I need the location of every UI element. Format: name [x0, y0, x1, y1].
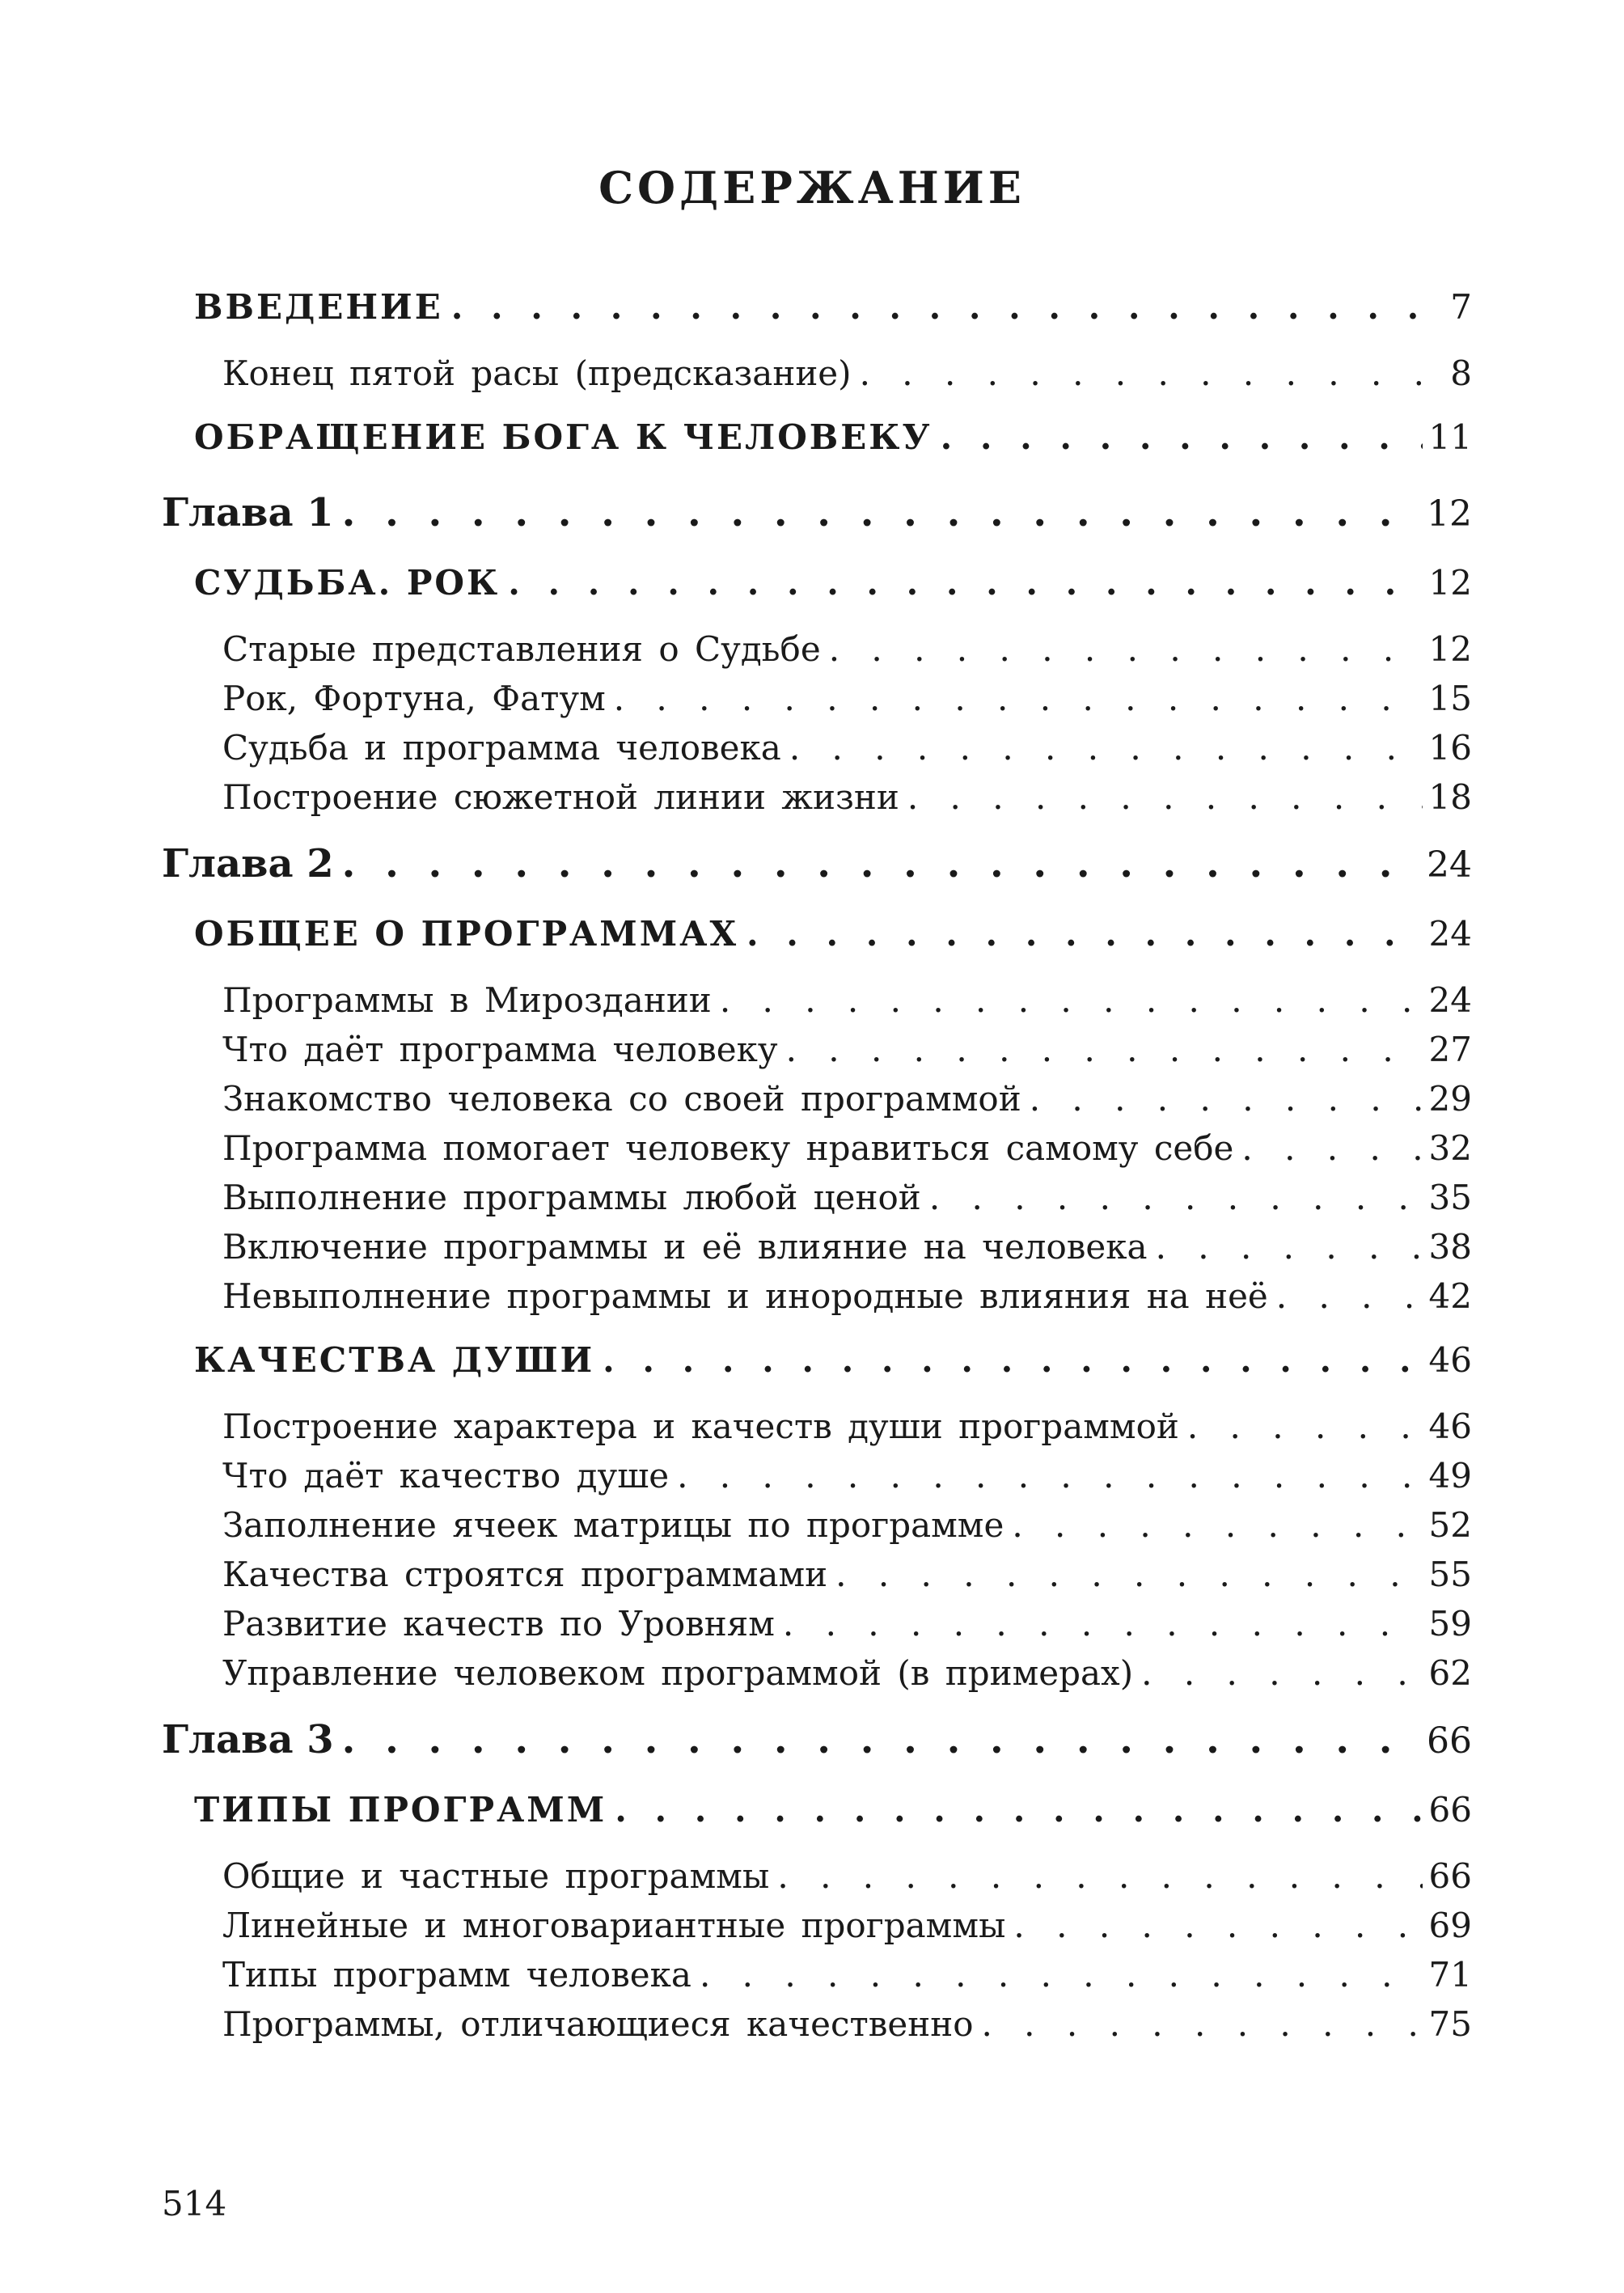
toc-entry-page: 49 — [1428, 1456, 1472, 1496]
toc-entry-title: Старые представления о Судьбе — [222, 629, 821, 669]
toc-entry-page: 66 — [1428, 1856, 1472, 1896]
toc-entry-page: 12 — [1427, 493, 1472, 535]
toc-entry-page: 16 — [1428, 728, 1472, 768]
toc-entry — [162, 1555, 1472, 1604]
toc-entry-title: СУДЬБА. РОК — [194, 563, 501, 603]
toc-entry — [162, 1604, 1472, 1653]
toc-entry — [162, 1276, 1472, 1326]
toc-entry-title: Программы в Мироздании — [222, 980, 712, 1020]
toc-entry-page: 42 — [1428, 1276, 1472, 1316]
dot-leader — [1156, 1227, 1423, 1267]
dot-leader — [1013, 1906, 1422, 1946]
dot-leader — [860, 353, 1444, 394]
toc-entry-page: 46 — [1428, 1407, 1472, 1446]
toc-entry — [162, 1856, 1472, 1906]
dot-leader — [1276, 1276, 1423, 1317]
toc-entry-page: 62 — [1428, 1653, 1472, 1693]
toc-entry-title: Судьба и программа человека — [222, 728, 781, 768]
toc-entry-page: 29 — [1428, 1079, 1472, 1119]
toc-entry-page: 24 — [1428, 980, 1472, 1020]
toc-entry-title: Линейные и многовариантные программы — [222, 1906, 1006, 1945]
dot-leader — [342, 841, 1420, 888]
toc-entry — [162, 1456, 1472, 1505]
toc-entry — [162, 1079, 1472, 1128]
toc-entry — [162, 629, 1472, 679]
toc-entry-title: Глава 2 — [162, 841, 334, 886]
toc-entry-page: 75 — [1428, 2004, 1472, 2044]
toc-entry-page: 12 — [1428, 629, 1472, 669]
dot-leader — [746, 914, 1423, 954]
toc-entry-title: Заполнение ячеек матрицы по программе — [222, 1505, 1004, 1545]
toc-entry-page: 52 — [1428, 1505, 1472, 1545]
toc-entry-page: 24 — [1428, 914, 1472, 954]
toc-entry-title: ОБЩЕЕ О ПРОГРАММАХ — [194, 914, 739, 954]
toc-entry — [162, 287, 1472, 345]
toc-entry-title: Построение сюжетной линии жизни — [222, 777, 899, 817]
toc-entry — [162, 417, 1472, 476]
toc-entry — [162, 728, 1472, 777]
toc-entry-title: КАЧЕСТВА ДУШИ — [194, 1340, 595, 1380]
toc-entry — [162, 1227, 1472, 1276]
toc-entry-title: Выполнение программы любой ценой — [222, 1178, 921, 1217]
toc-entry — [162, 1505, 1472, 1555]
toc-entry-title: Программа помогает человеку нравиться самому себе — [222, 1128, 1234, 1168]
toc-entry-title: Глава 3 — [162, 1717, 334, 1762]
dot-leader — [929, 1178, 1423, 1218]
toc-entry-page: 35 — [1428, 1178, 1472, 1217]
toc-entry — [162, 1955, 1472, 2004]
toc-entry-title: Управление человеком программой (в примерах) — [222, 1653, 1134, 1693]
toc-entry-page: 59 — [1428, 1604, 1472, 1644]
toc-entry — [162, 1178, 1472, 1227]
dot-leader — [783, 1604, 1423, 1644]
toc-entry-title: Что даёт качество душе — [222, 1456, 670, 1496]
dot-leader — [1012, 1505, 1422, 1546]
page-number: 514 — [162, 2184, 227, 2223]
toc-entry-title: Качества строятся программами — [222, 1555, 828, 1594]
dot-leader — [1241, 1128, 1422, 1169]
toc-entry-title: ВВЕДЕНИЕ — [194, 287, 443, 327]
toc-entry-title: Невыполнение программы и инородные влияния на неё — [222, 1276, 1268, 1316]
toc-entry-title: Рок, Фортуна, Фатум — [222, 679, 606, 718]
toc-entry-title: Что даёт программа человеку — [222, 1030, 778, 1069]
toc-entry-page: 69 — [1428, 1906, 1472, 1945]
toc-entry — [162, 1407, 1472, 1456]
toc-entry-title: ТИПЫ ПРОГРАММ — [194, 1790, 607, 1830]
toc-entry-page: 66 — [1428, 1790, 1472, 1830]
dot-leader — [342, 490, 1420, 537]
toc-entry — [162, 2004, 1472, 2054]
toc-entry-title: Построение характера и качеств души программой — [222, 1407, 1179, 1446]
dot-leader — [451, 287, 1444, 328]
dot-leader — [1030, 1079, 1423, 1119]
toc-entry — [162, 1790, 1472, 1848]
dot-leader — [907, 777, 1423, 818]
toc-entry — [162, 679, 1472, 728]
toc-entry — [162, 841, 1472, 899]
toc-entry-page: 32 — [1428, 1128, 1472, 1168]
toc-entry — [162, 1717, 1472, 1775]
dot-leader — [700, 1955, 1423, 1995]
toc-entry-title: Конец пятой расы (предсказание) — [222, 353, 852, 393]
dot-leader — [614, 679, 1423, 719]
toc-entry-title: Типы программ человека — [222, 1955, 691, 1995]
dot-leader — [981, 2004, 1422, 2045]
dot-leader — [835, 1555, 1422, 1595]
page-title: СОДЕРЖАНИЕ — [598, 162, 1026, 214]
dot-leader — [720, 980, 1423, 1021]
toc-entry — [162, 777, 1472, 827]
toc-entry-title: Общие и частные программы — [222, 1856, 770, 1896]
dot-leader — [777, 1856, 1422, 1897]
toc-entry-title: Знакомство человека со своей программой — [222, 1079, 1021, 1119]
toc-entry-title: Развитие качеств по Уровням — [222, 1604, 775, 1644]
dot-leader — [615, 1790, 1422, 1830]
toc-entry-title: Программы, отличающиеся качественно — [222, 2004, 974, 2044]
toc-entry — [162, 980, 1472, 1030]
toc-entry-page: 12 — [1428, 563, 1472, 603]
toc-entry — [162, 353, 1472, 403]
toc-entry-title: Глава 1 — [162, 490, 334, 535]
toc-entry — [162, 914, 1472, 972]
dot-leader — [1187, 1407, 1423, 1447]
dot-leader — [789, 728, 1423, 768]
dot-leader — [342, 1717, 1420, 1764]
toc-entry-page: 7 — [1450, 287, 1472, 327]
dot-leader — [677, 1456, 1422, 1496]
toc-entry-page: 11 — [1428, 417, 1472, 457]
toc-entry-title: Включение программы и её влияние на человека — [222, 1227, 1148, 1267]
toc-entry — [162, 563, 1472, 621]
table-of-contents — [162, 287, 1472, 2054]
dot-leader — [603, 1340, 1422, 1381]
dot-leader — [786, 1030, 1423, 1070]
toc-entry — [162, 1128, 1472, 1178]
dot-leader — [508, 563, 1422, 603]
toc-entry-page: 46 — [1428, 1340, 1472, 1380]
toc-entry-page: 15 — [1428, 679, 1472, 718]
dot-leader — [941, 417, 1423, 458]
dot-leader — [829, 629, 1423, 670]
toc-entry-page: 18 — [1428, 777, 1472, 817]
toc-entry — [162, 1653, 1472, 1703]
toc-entry-page: 71 — [1428, 1955, 1472, 1995]
toc-entry — [162, 490, 1472, 548]
toc-entry — [162, 1030, 1472, 1079]
toc-entry-page: 8 — [1450, 353, 1472, 393]
toc-entry — [162, 1340, 1472, 1398]
toc-entry-page: 38 — [1428, 1227, 1472, 1267]
toc-entry-page: 24 — [1427, 844, 1472, 886]
toc-entry-page: 66 — [1427, 1720, 1472, 1762]
toc-entry — [162, 1906, 1472, 1955]
toc-entry-page: 27 — [1428, 1030, 1472, 1069]
toc-entry-page: 55 — [1428, 1555, 1472, 1594]
toc-entry-title: ОБРАЩЕНИЕ БОГА К ЧЕЛОВЕКУ — [194, 417, 933, 457]
dot-leader — [1141, 1653, 1422, 1694]
